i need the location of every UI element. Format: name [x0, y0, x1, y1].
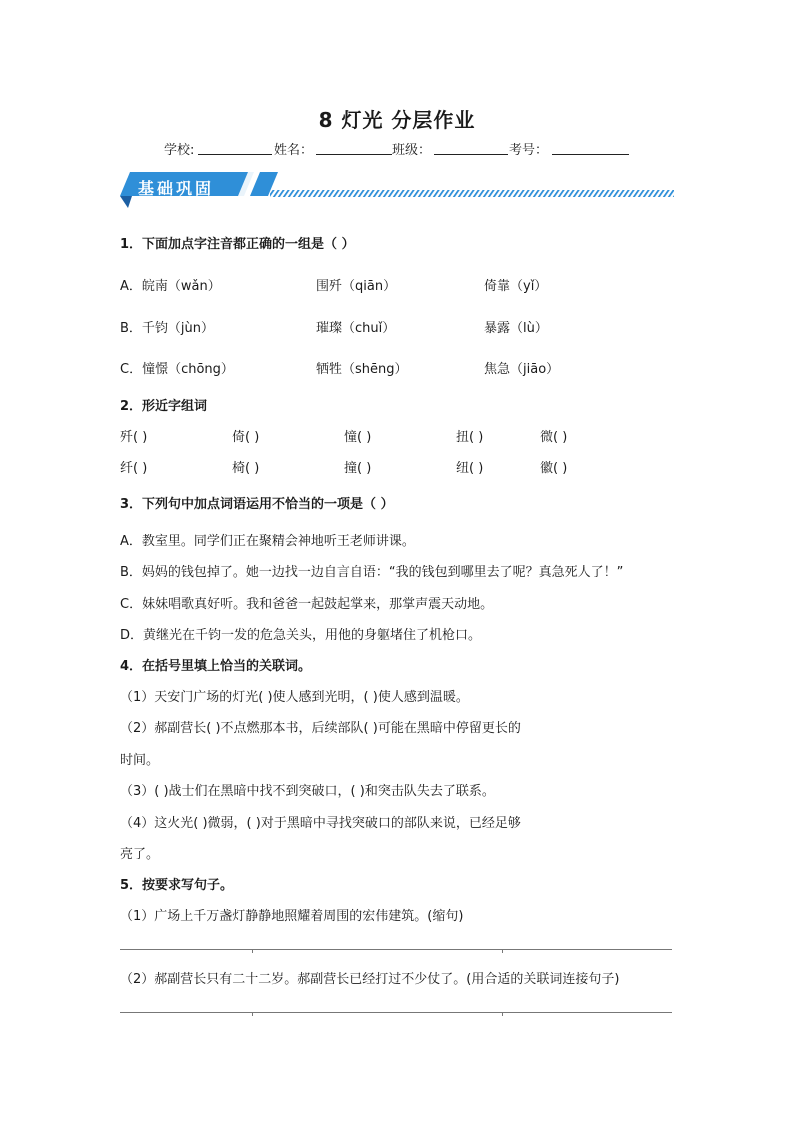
q4-line-2-cont: 时间。 — [120, 753, 160, 768]
q2-word-1-4[interactable]: 扭( ) — [456, 430, 484, 445]
q3-title: 3．下列句中加点词语运用不恰当的一项是（ ） — [120, 497, 394, 512]
q4-line-4-cont: 亮了。 — [120, 847, 160, 862]
section-banner-label: 基础巩固 — [138, 179, 215, 198]
class-blank[interactable] — [434, 140, 508, 155]
class-label: 班级： — [392, 143, 432, 158]
name-blank[interactable] — [316, 140, 392, 155]
school-blank[interactable] — [198, 140, 272, 155]
q3-option-a: A．教室里。同学们正在聚精会神地听王老师讲课。 — [120, 534, 415, 549]
answer-line-tick — [502, 1012, 503, 1016]
q5-answer-line-1[interactable] — [120, 949, 672, 950]
q2-word-1-5[interactable]: 微( ) — [540, 430, 568, 445]
q4-line-4: （4）这火光( )微弱，( )对于黑暗中寻找突破口的部队来说，已经足够 — [120, 816, 521, 831]
q1-option-a3: 倚靠（yǐ） — [484, 279, 548, 294]
q1-title: 1．下面加点字注音都正确的一组是（ ） — [120, 237, 355, 252]
q1-option-c1: C．憧憬（chōng） — [120, 362, 234, 377]
q5-title: 5．按要求写句子。 — [120, 878, 234, 893]
number-blank[interactable] — [552, 140, 629, 155]
q4-line-2: （2）郝副营长( )不点燃那本书，后续部队( )可能在黑暗中停留更长的 — [120, 721, 521, 736]
name-label: 姓名： — [274, 143, 314, 158]
q2-word-1-3[interactable]: 憧( ) — [344, 430, 372, 445]
page-title: 8 灯光 分层作业 — [318, 108, 476, 132]
q3-option-d: D．黄继光在千钧一发的危急关头，用他的身躯堵住了机枪口。 — [120, 628, 482, 643]
answer-line-tick — [252, 1012, 253, 1016]
answer-line-tick — [252, 949, 253, 953]
q3-option-b: B．妈妈的钱包掉了。她一边找一边自言自语：“我的钱包到哪里去了呢？真急死人了！” — [120, 565, 624, 580]
q1-option-a2: 围歼（qiān） — [316, 279, 397, 294]
q2-word-2-3[interactable]: 撞( ) — [344, 461, 372, 476]
q2-word-1-2[interactable]: 倚( ) — [232, 430, 260, 445]
q5-item-2: （2）郝副营长只有二十二岁。郝副营长已经打过不少仗了。(用合适的关联词连接句子) — [120, 972, 620, 987]
school-label: 学校: — [164, 143, 195, 158]
q2-title: 2．形近字组词 — [120, 399, 208, 414]
q1-option-b2: 璀璨（chuǐ） — [316, 321, 396, 336]
q2-word-2-5[interactable]: 徽( ) — [540, 461, 568, 476]
q2-word-2-4[interactable]: 纽( ) — [456, 461, 484, 476]
q1-option-b3: 暴露（lù） — [484, 321, 548, 336]
number-label: 考号： — [509, 143, 549, 158]
q3-option-c: C．妹妹唱歌真好听。我和爸爸一起鼓起掌来，那掌声震天动地。 — [120, 597, 494, 612]
q2-word-1-1[interactable]: 歼( ) — [120, 430, 148, 445]
q1-option-b1: B．千钧（jùn） — [120, 321, 215, 336]
q1-option-c3: 焦急（jiāo） — [484, 362, 560, 377]
q4-line-1: （1）天安门广场的灯光( )使人感到光明，( )使人感到温暖。 — [120, 690, 469, 705]
q4-line-3: （3）( )战士们在黑暗中找不到突破口，( )和突击队失去了联系。 — [120, 784, 495, 799]
q5-item-1: （1）广场上千万盏灯静静地照耀着周围的宏伟建筑。(缩句) — [120, 909, 464, 924]
answer-line-tick — [502, 949, 503, 953]
q2-word-2-2[interactable]: 椅( ) — [232, 461, 260, 476]
q1-option-c2: 牺牲（shēng） — [316, 362, 408, 377]
q5-answer-line-2[interactable] — [120, 1012, 672, 1013]
q4-title: 4．在括号里填上恰当的关联词。 — [120, 659, 312, 674]
q1-option-a1: A．皖南（wǎn） — [120, 279, 221, 294]
q2-word-2-1[interactable]: 纤( ) — [120, 461, 148, 476]
